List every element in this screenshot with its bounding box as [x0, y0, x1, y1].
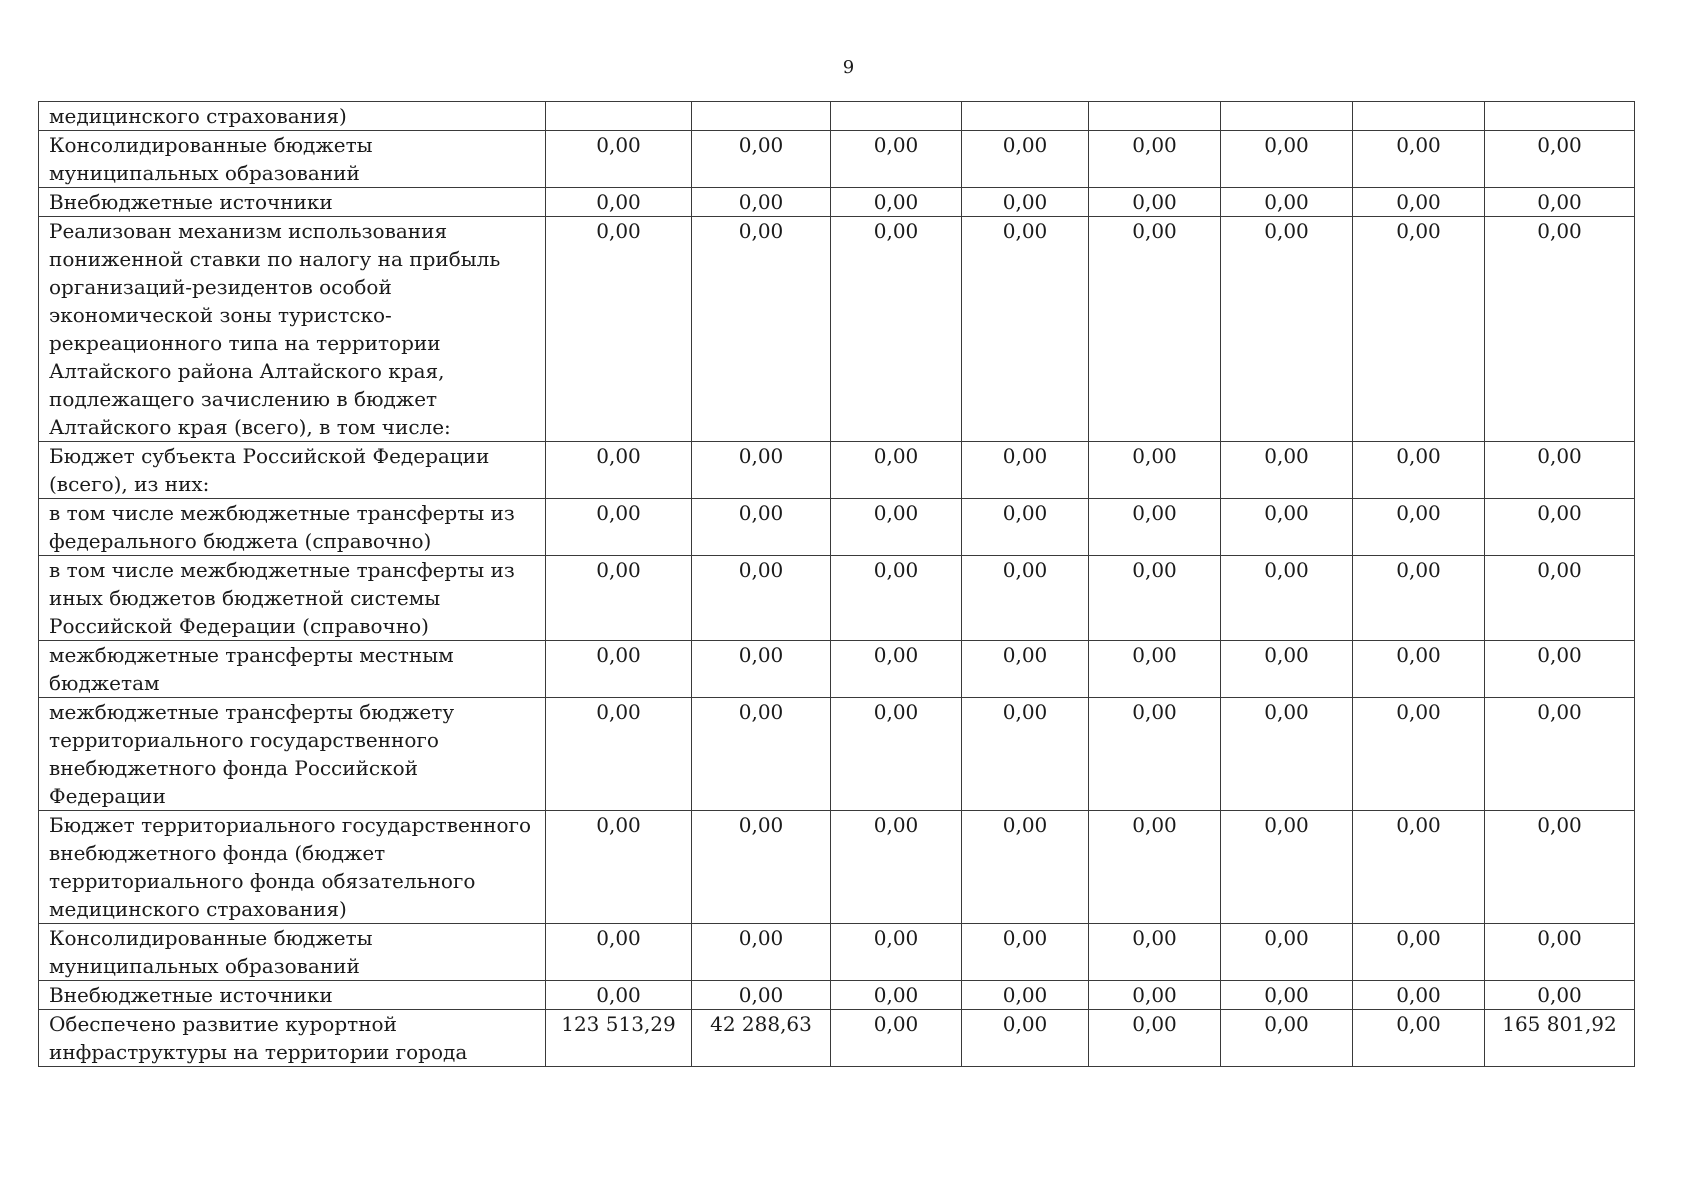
row-value: 0,00	[1485, 442, 1635, 499]
table-row	[39, 811, 1635, 924]
row-value: 0,00	[1485, 131, 1635, 188]
row-value: 0,00	[831, 641, 962, 698]
row-value: 0,00	[546, 188, 692, 217]
row-value: 0,00	[1221, 924, 1353, 981]
table-row	[39, 924, 1635, 981]
row-value	[962, 102, 1089, 131]
row-value: 0,00	[831, 442, 962, 499]
row-value: 0,00	[1353, 698, 1485, 811]
row-label: межбюджетные трансферты местным бюджетам	[39, 641, 546, 698]
row-value: 0,00	[1089, 641, 1221, 698]
row-value	[1089, 102, 1221, 131]
row-value: 0,00	[1089, 1010, 1221, 1067]
row-value: 0,00	[1485, 924, 1635, 981]
row-value: 0,00	[692, 442, 831, 499]
row-value: 0,00	[831, 499, 962, 556]
row-value: 0,00	[1353, 1010, 1485, 1067]
row-value: 0,00	[546, 641, 692, 698]
row-value: 0,00	[1485, 188, 1635, 217]
row-value: 0,00	[1221, 698, 1353, 811]
row-label: Консолидированные бюджеты муниципальных образований	[39, 924, 546, 981]
row-value	[1353, 102, 1485, 131]
row-value: 0,00	[692, 641, 831, 698]
row-value: 0,00	[692, 556, 831, 641]
table-row	[39, 102, 1635, 131]
row-value: 0,00	[546, 924, 692, 981]
row-label: в том числе межбюджетные трансферты из федерального бюджета (справочно)	[39, 499, 546, 556]
row-value: 0,00	[1089, 131, 1221, 188]
row-value: 0,00	[962, 1010, 1089, 1067]
row-value: 165 801,92	[1485, 1010, 1635, 1067]
row-value: 0,00	[831, 698, 962, 811]
row-value: 0,00	[692, 188, 831, 217]
row-value	[1485, 102, 1635, 131]
row-value: 0,00	[1089, 811, 1221, 924]
row-value: 0,00	[831, 556, 962, 641]
row-value: 0,00	[831, 217, 962, 442]
row-value	[831, 102, 962, 131]
row-label: медицинского страхования)	[39, 102, 546, 131]
row-value: 0,00	[1485, 217, 1635, 442]
row-value: 0,00	[1089, 442, 1221, 499]
row-value: 0,00	[546, 131, 692, 188]
budget-table	[38, 101, 1635, 1067]
row-value: 0,00	[962, 499, 1089, 556]
row-label: Внебюджетные источники	[39, 188, 546, 217]
row-label: Реализован механизм использования пониженной ставки по налогу на прибыль организаций-резидентов особой экономической зоны туристско-рекреационного типа на территории Алтайского района Алтайского края, подлежащего зачислению в бюджет Алтайского края (всего), в том числе:	[39, 217, 546, 442]
row-value: 0,00	[1353, 217, 1485, 442]
row-value: 0,00	[1485, 641, 1635, 698]
row-value	[692, 102, 831, 131]
row-value: 0,00	[1353, 924, 1485, 981]
row-value: 0,00	[546, 217, 692, 442]
table-row	[39, 1010, 1635, 1067]
table-row	[39, 698, 1635, 811]
row-value: 0,00	[1221, 641, 1353, 698]
row-value: 0,00	[1485, 556, 1635, 641]
row-value: 0,00	[1221, 442, 1353, 499]
page-number: 9	[842, 57, 855, 78]
row-value: 0,00	[1353, 131, 1485, 188]
row-label: в том числе межбюджетные трансферты из иных бюджетов бюджетной системы Российской Федерации (справочно)	[39, 556, 546, 641]
row-value: 0,00	[1353, 981, 1485, 1010]
row-value: 0,00	[1089, 499, 1221, 556]
row-value: 0,00	[1221, 131, 1353, 188]
row-label: межбюджетные трансферты бюджету территориального государственного внебюджетного фонда Российской Федерации	[39, 698, 546, 811]
row-value: 0,00	[1485, 698, 1635, 811]
row-value: 0,00	[692, 924, 831, 981]
row-value: 0,00	[546, 811, 692, 924]
row-value: 0,00	[546, 981, 692, 1010]
row-value: 0,00	[831, 981, 962, 1010]
row-value: 0,00	[1353, 811, 1485, 924]
row-value: 0,00	[1221, 811, 1353, 924]
row-value: 0,00	[962, 442, 1089, 499]
table-row	[39, 556, 1635, 641]
table-row	[39, 499, 1635, 556]
table-row	[39, 442, 1635, 499]
row-value: 0,00	[1221, 217, 1353, 442]
row-value: 0,00	[1089, 981, 1221, 1010]
row-value: 0,00	[1353, 188, 1485, 217]
row-value: 0,00	[1089, 556, 1221, 641]
row-value: 0,00	[546, 499, 692, 556]
row-value: 0,00	[962, 698, 1089, 811]
table-row	[39, 981, 1635, 1010]
table-row	[39, 217, 1635, 442]
table-row	[39, 641, 1635, 698]
row-value: 0,00	[1353, 556, 1485, 641]
row-value: 0,00	[1221, 499, 1353, 556]
row-value: 0,00	[1353, 641, 1485, 698]
row-value: 0,00	[692, 217, 831, 442]
row-value: 0,00	[1089, 217, 1221, 442]
row-value: 0,00	[546, 698, 692, 811]
row-value: 0,00	[546, 556, 692, 641]
row-value: 0,00	[692, 811, 831, 924]
row-value: 0,00	[1089, 924, 1221, 981]
row-value: 0,00	[1221, 1010, 1353, 1067]
row-label: Внебюджетные источники	[39, 981, 546, 1010]
row-label: Бюджет территориального государственного внебюджетного фонда (бюджет территориального фонда обязательного медицинского страхования)	[39, 811, 546, 924]
row-value: 0,00	[692, 499, 831, 556]
row-value: 123 513,29	[546, 1010, 692, 1067]
row-value: 0,00	[1485, 811, 1635, 924]
row-value: 0,00	[962, 217, 1089, 442]
row-value: 0,00	[692, 698, 831, 811]
row-label: Обеспечено развитие курортной инфраструктуры на территории города	[39, 1010, 546, 1067]
row-value: 0,00	[1353, 442, 1485, 499]
row-value: 0,00	[962, 556, 1089, 641]
row-value: 0,00	[831, 131, 962, 188]
row-value: 0,00	[831, 1010, 962, 1067]
row-value: 0,00	[1485, 499, 1635, 556]
row-value: 0,00	[831, 811, 962, 924]
table-row	[39, 188, 1635, 217]
row-value: 0,00	[962, 188, 1089, 217]
row-value	[546, 102, 692, 131]
row-value: 0,00	[1221, 981, 1353, 1010]
row-label: Консолидированные бюджеты муниципальных образований	[39, 131, 546, 188]
row-label: Бюджет субъекта Российской Федерации (всего), из них:	[39, 442, 546, 499]
row-value: 0,00	[962, 811, 1089, 924]
row-value: 0,00	[1353, 499, 1485, 556]
row-value: 0,00	[1221, 188, 1353, 217]
table-row	[39, 131, 1635, 188]
row-value: 0,00	[962, 641, 1089, 698]
row-value: 0,00	[962, 981, 1089, 1010]
row-value: 0,00	[1485, 981, 1635, 1010]
row-value: 42 288,63	[692, 1010, 831, 1067]
row-value: 0,00	[831, 188, 962, 217]
row-value: 0,00	[1089, 188, 1221, 217]
row-value: 0,00	[831, 924, 962, 981]
row-value: 0,00	[692, 131, 831, 188]
row-value: 0,00	[546, 442, 692, 499]
row-value: 0,00	[1089, 698, 1221, 811]
row-value	[1221, 102, 1353, 131]
row-value: 0,00	[962, 924, 1089, 981]
row-value: 0,00	[692, 981, 831, 1010]
row-value: 0,00	[1221, 556, 1353, 641]
row-value: 0,00	[962, 131, 1089, 188]
